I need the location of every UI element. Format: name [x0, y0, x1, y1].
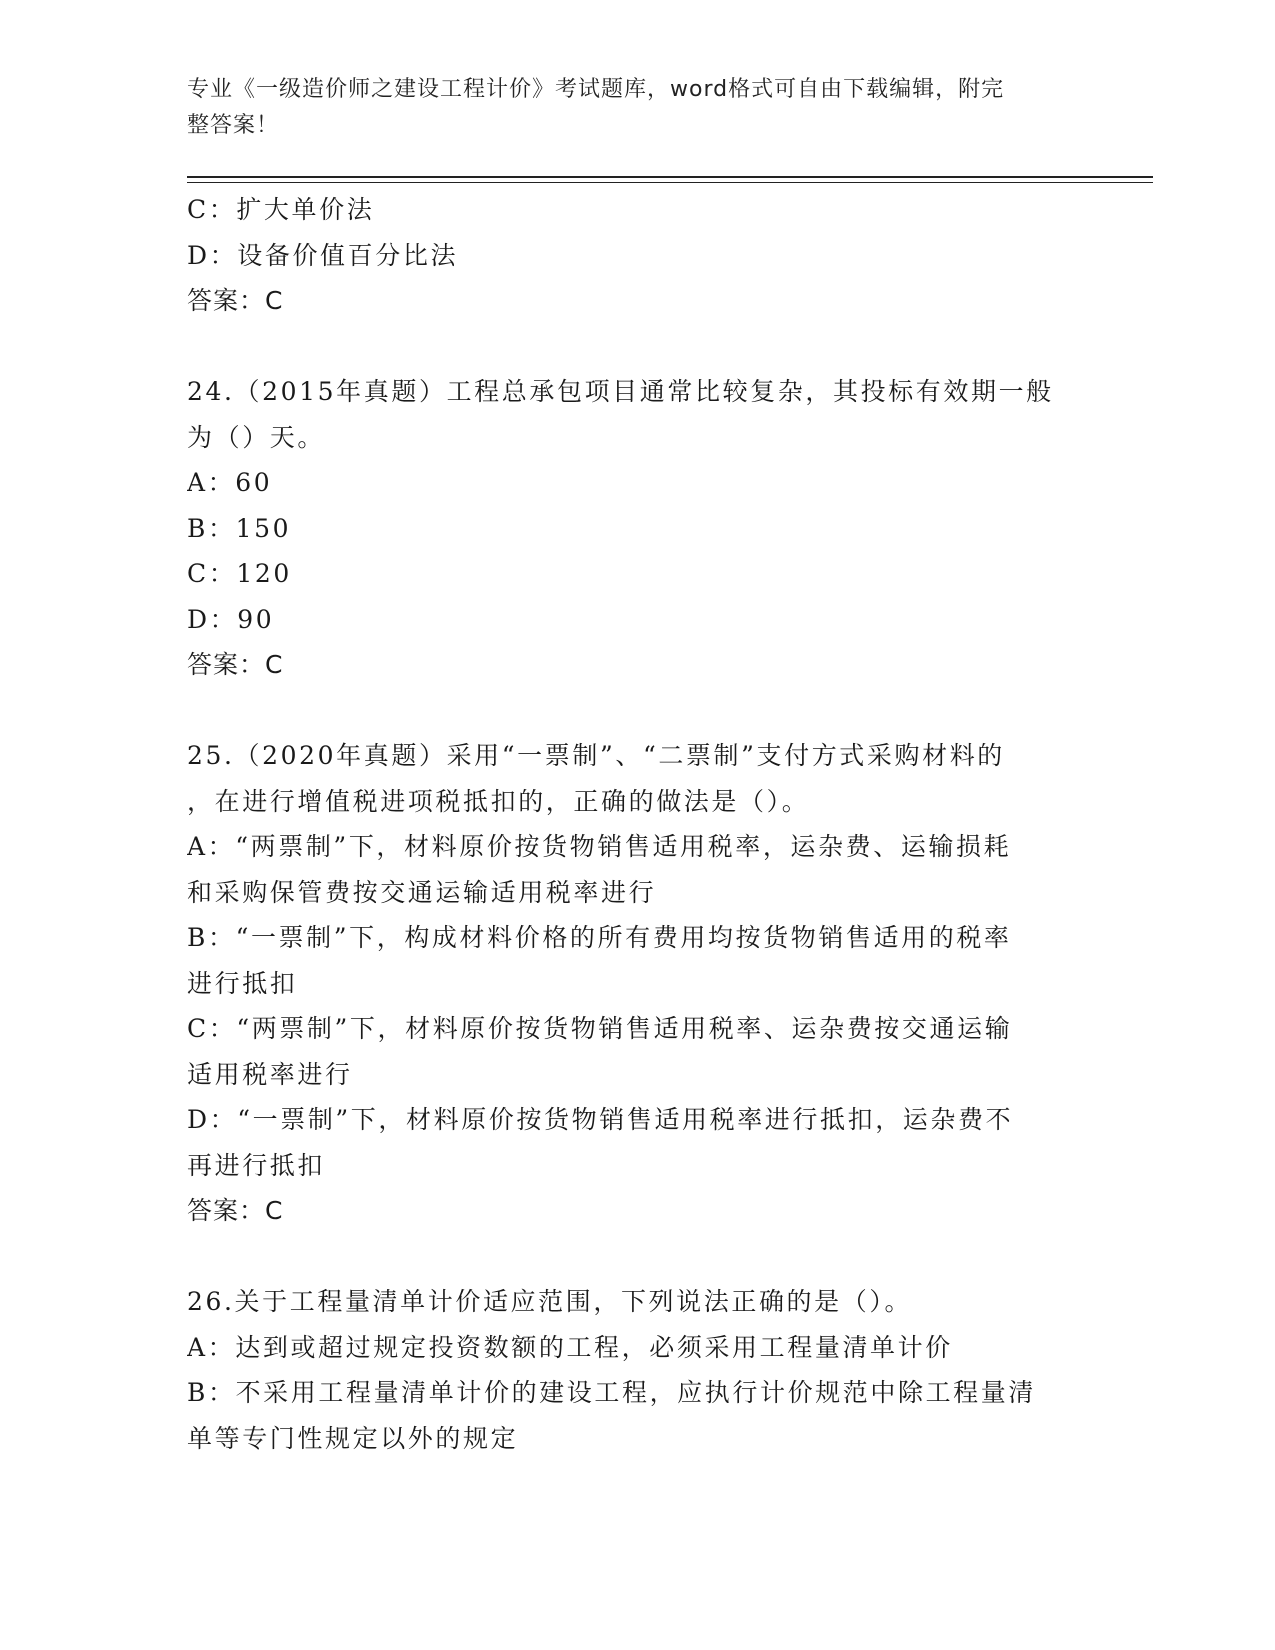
header-line-1: 专业《一级造价师之建设工程计价》考试题库，word格式可自由下载编辑，附完 [187, 77, 1005, 102]
option-line: B：150 [187, 513, 292, 543]
header-line-2: 整答案！ [187, 113, 280, 138]
option-line: 进行抵扣 [187, 968, 298, 998]
answer-line: 答案：C [187, 1196, 284, 1225]
question-stem-line: 25.（2020年真题）采用“一票制”、“二票制”支付方式采购材料的 [187, 741, 1005, 770]
option-line: 和采购保管费按交通运输适用税率进行 [187, 877, 657, 907]
option-line: B：不采用工程量清单计价的建设工程，应执行计价规范中除工程量清 [187, 1378, 1036, 1407]
option-line: 再进行抵扣 [187, 1150, 326, 1180]
option-line: 单等专门性规定以外的规定 [187, 1423, 519, 1453]
question-block [187, 369, 1082, 688]
option-line: C：“两票制”下，材料原价按货物销售适用税率、运杂费按交通运输 [187, 1014, 1013, 1043]
option-line: D：设备价值百分比法 [187, 240, 459, 270]
question-block [187, 187, 1082, 324]
header-rule-thin [187, 182, 1153, 183]
option-line: A：“两票制”下，材料原价按货物销售适用税率，运杂费、运输损耗 [187, 832, 1012, 861]
question-content [187, 187, 1082, 1461]
option-line: D：90 [187, 604, 275, 634]
option-line: D：“一票制”下，材料原价按货物销售适用税率进行抵扣，运杂费不 [187, 1105, 1014, 1134]
header-rule-thick [187, 176, 1153, 178]
question-stem-line: 24.（2015年真题）工程总承包项目通常比较复杂，其投标有效期一般 [187, 377, 1054, 406]
answer-line: 答案：C [187, 286, 284, 315]
question-stem-line: 为（）天。 [187, 422, 326, 452]
option-line: C：扩大单价法 [187, 195, 375, 224]
option-line: B：“一票制”下，构成材料价格的所有费用均按货物销售适用的税率 [187, 923, 1012, 952]
option-line: C：120 [187, 559, 292, 588]
option-line: A：达到或超过规定投资数额的工程，必须采用工程量清单计价 [187, 1332, 953, 1362]
block-spacer [187, 1234, 1082, 1280]
question-block [187, 1279, 1082, 1461]
question-stem-line: ，在进行增值税进项税抵扣的，正确的做法是（）。 [187, 786, 810, 816]
option-line: 适用税率进行 [187, 1059, 353, 1089]
block-spacer [187, 688, 1082, 734]
page-header [187, 72, 1067, 144]
option-line: A：60 [187, 468, 273, 497]
question-stem-line: 26.关于工程量清单计价适应范围，下列说法正确的是（）。 [187, 1287, 913, 1316]
answer-line: 答案：C [187, 650, 284, 679]
question-block [187, 733, 1082, 1234]
block-spacer [187, 324, 1082, 370]
